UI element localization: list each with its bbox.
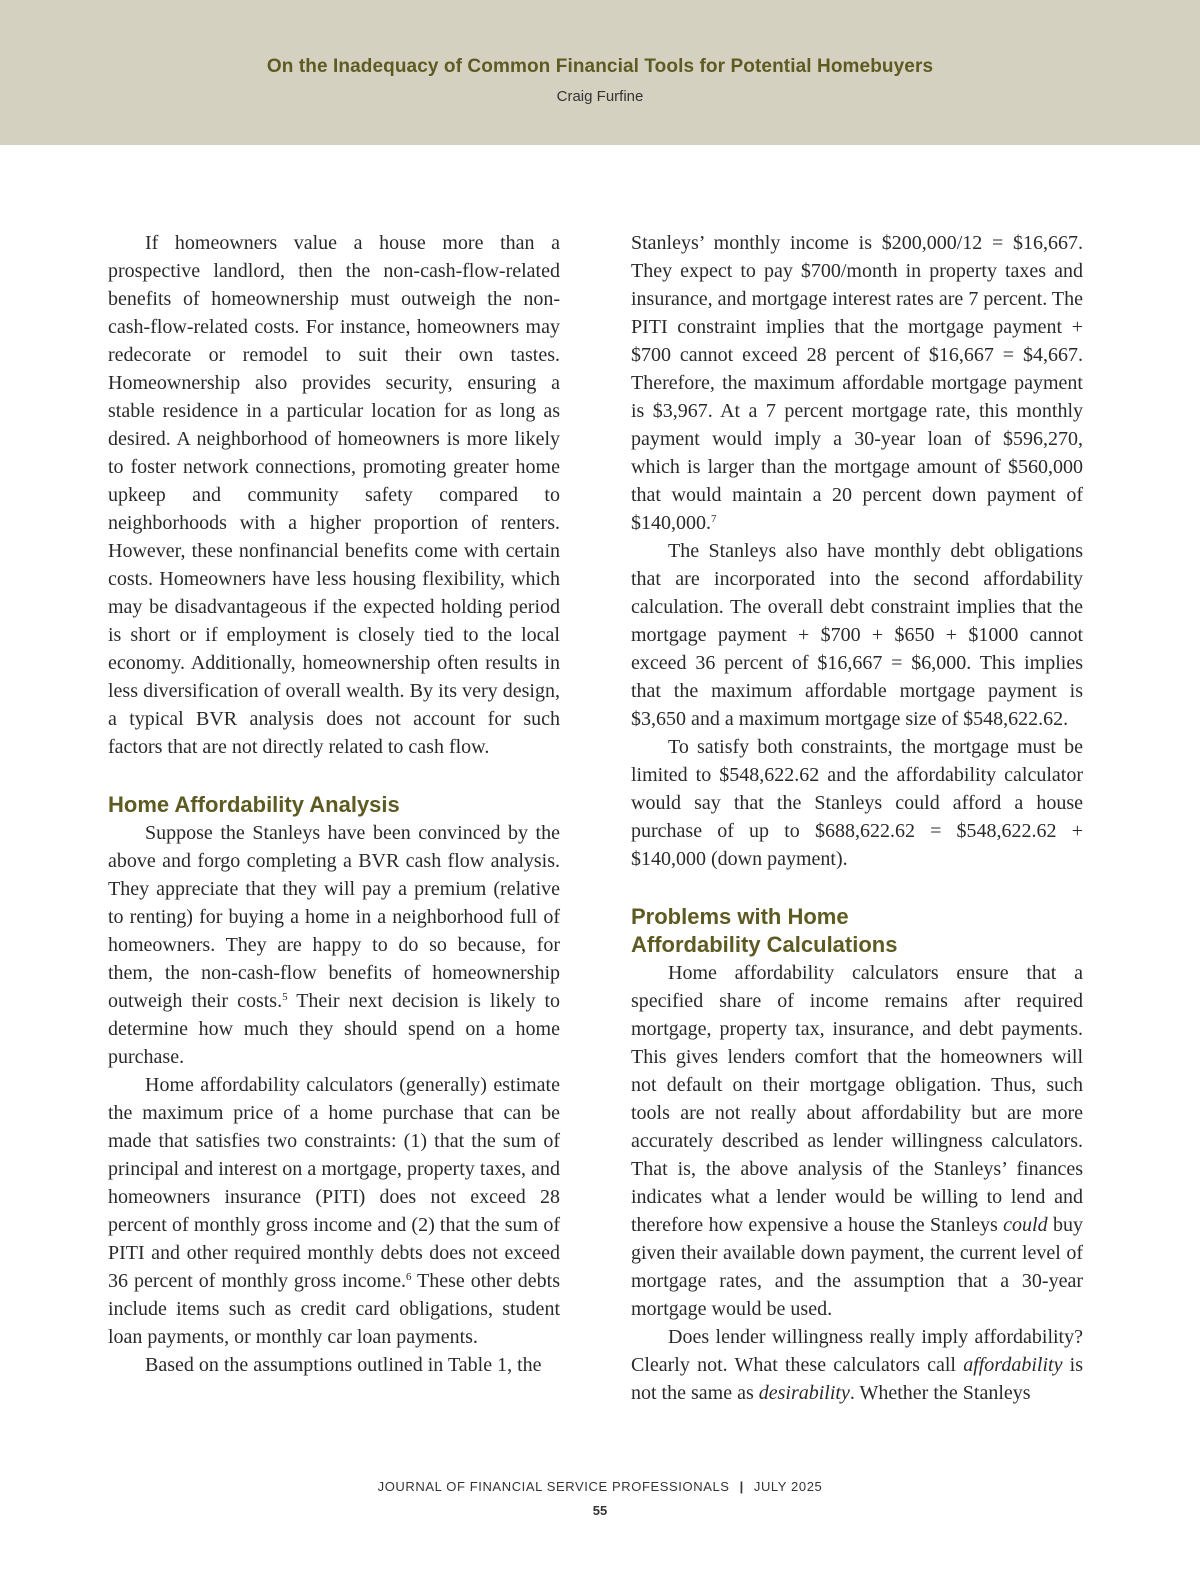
journal-name: JOURNAL OF FINANCIAL SERVICE PROFESSIONALS xyxy=(377,1479,730,1494)
article-author: Craig Furfine xyxy=(556,88,644,105)
footnote-ref-6[interactable]: 6 xyxy=(405,1271,412,1283)
paragraph: Suppose the Stanleys have been convinced by the above and forgo completing a BVR cash flow analysis. They appreciate that they will pay a premium (relative to renting) for buying a home in a neighborhood full of homeowners. They are happy to do so because, for them, the non-cash-flow benefits of homeownership outweigh their costs.$^5$ Their next decision is likely to determine how much they should spend on a home purchase. xyxy=(108,822,560,1068)
footer-separator: | xyxy=(739,1479,744,1494)
footnote-ref-5[interactable]: 5 xyxy=(282,991,288,1003)
right-column xyxy=(631,229,1083,1407)
footnote-ref-7[interactable]: 7 xyxy=(711,513,717,525)
left-column xyxy=(108,229,560,1379)
paragraph: Home affordability calculators ensure that a specified share of income remains after required mortgage, property tax, insurance, and debt payments. This gives lenders comfort that the homeowners will not default on their mortgage obligation. Thus, such tools are not really about affordability but are more accurately described as lender willingness calculators. That is, the above analysis of the Stanleys’ finances indicates what a lender would be willing to lend and therefore how expensive a house the Stanleys could buy given their available down payment, the current level of mortgage rates, and the assumption that a 30-year mortgage would be used. xyxy=(631,962,1083,1320)
section-heading-problems: Problems with Home Affordability Calculations xyxy=(631,904,898,957)
page-number: 55 xyxy=(592,1503,608,1518)
paragraph: If homeowners value a house more than a prospective landlord, then the non-cash-flow-related benefits of homeownership must outweigh the non-cash-flow-related costs. For instance, homeowners may redecorate or remodel to suit their own tastes. Homeownership also provides security, ensuring a stable residence in a particular location for as long as desired. A neighborhood of homeowners is more likely to foster network connections, promoting greater home upkeep and community safety compared to neighborhoods with a higher proportion of renters. However, these nonfinancial benefits come with certain costs. Homeowners have less housing flexibility, which may be disadvantageous if the expected holding period is short or if employment is closely tied to the local economy. Additionally, homeownership often results in less diversification of overall wealth. By its very design, a typical BVR analysis does not account for such factors that are not directly related to cash flow. xyxy=(108,232,560,758)
article-title: On the Inadequacy of Common Financial Tools for Potential Homebuyers xyxy=(266,56,934,77)
paragraph: Does lender willingness really imply affordability? Clearly not. What these calculators call affordability is not the same as desirability. Whether the Stanleys xyxy=(631,1326,1083,1404)
running-footer xyxy=(0,1479,1200,1494)
paragraph: Based on the assumptions outlined in Table 1, the xyxy=(145,1354,542,1376)
paragraph: The Stanleys also have monthly debt obligations that are incorporated into the second affordability calculation. The overall debt constraint implies that the mortgage payment + $700 + $650 + $1000 cannot exceed 36 percent of $16,667 = $6,000. This implies that the maximum affordable mortgage payment is $3,650 and a maximum mortgage size of $548,622.62. xyxy=(631,540,1083,730)
issue-date: JULY 2025 xyxy=(753,1479,823,1494)
paragraph: To satisfy both constraints, the mortgage must be limited to $548,622.62 and the affordability calculator would say that the Stanleys could afford a house purchase of up to $688,622.62 = $548,622.62 + $140,000 (down payment). xyxy=(631,736,1083,870)
paragraph: Home affordability calculators (generally) estimate the maximum price of a home purchase that can be made that satisfies two constraints: (1) that the sum of principal and interest on a mortgage, property taxes, and homeowners insurance (PITI) does not exceed 28 percent of monthly gross income and (2) that the sum of PITI and other required monthly debts does not exceed 36 percent of monthly gross income.$^6$ These other debts include items such as credit card obligations, student loan payments, or monthly car loan payments. xyxy=(108,1074,560,1348)
running-header xyxy=(0,0,1200,145)
section-heading-home-affordability: Home Affordability Analysis xyxy=(108,792,400,817)
paragraph: Stanleys’ monthly income is $200,000/12 = $16,667. They expect to pay $700/month in property taxes and insurance, and mortgage interest rates are 7 percent. The PITI constraint implies that the mortgage payment + $700 cannot exceed 28 percent of $16,667 = $4,667. Therefore, the maximum affordable mortgage payment is $3,967. At a 7 percent mortgage rate, this monthly payment would imply a 30-year loan of $596,270, which is larger than the mortgage amount of $560,000 that would maintain a 20 percent down payment of $140,000.$^7$ xyxy=(631,232,1083,534)
